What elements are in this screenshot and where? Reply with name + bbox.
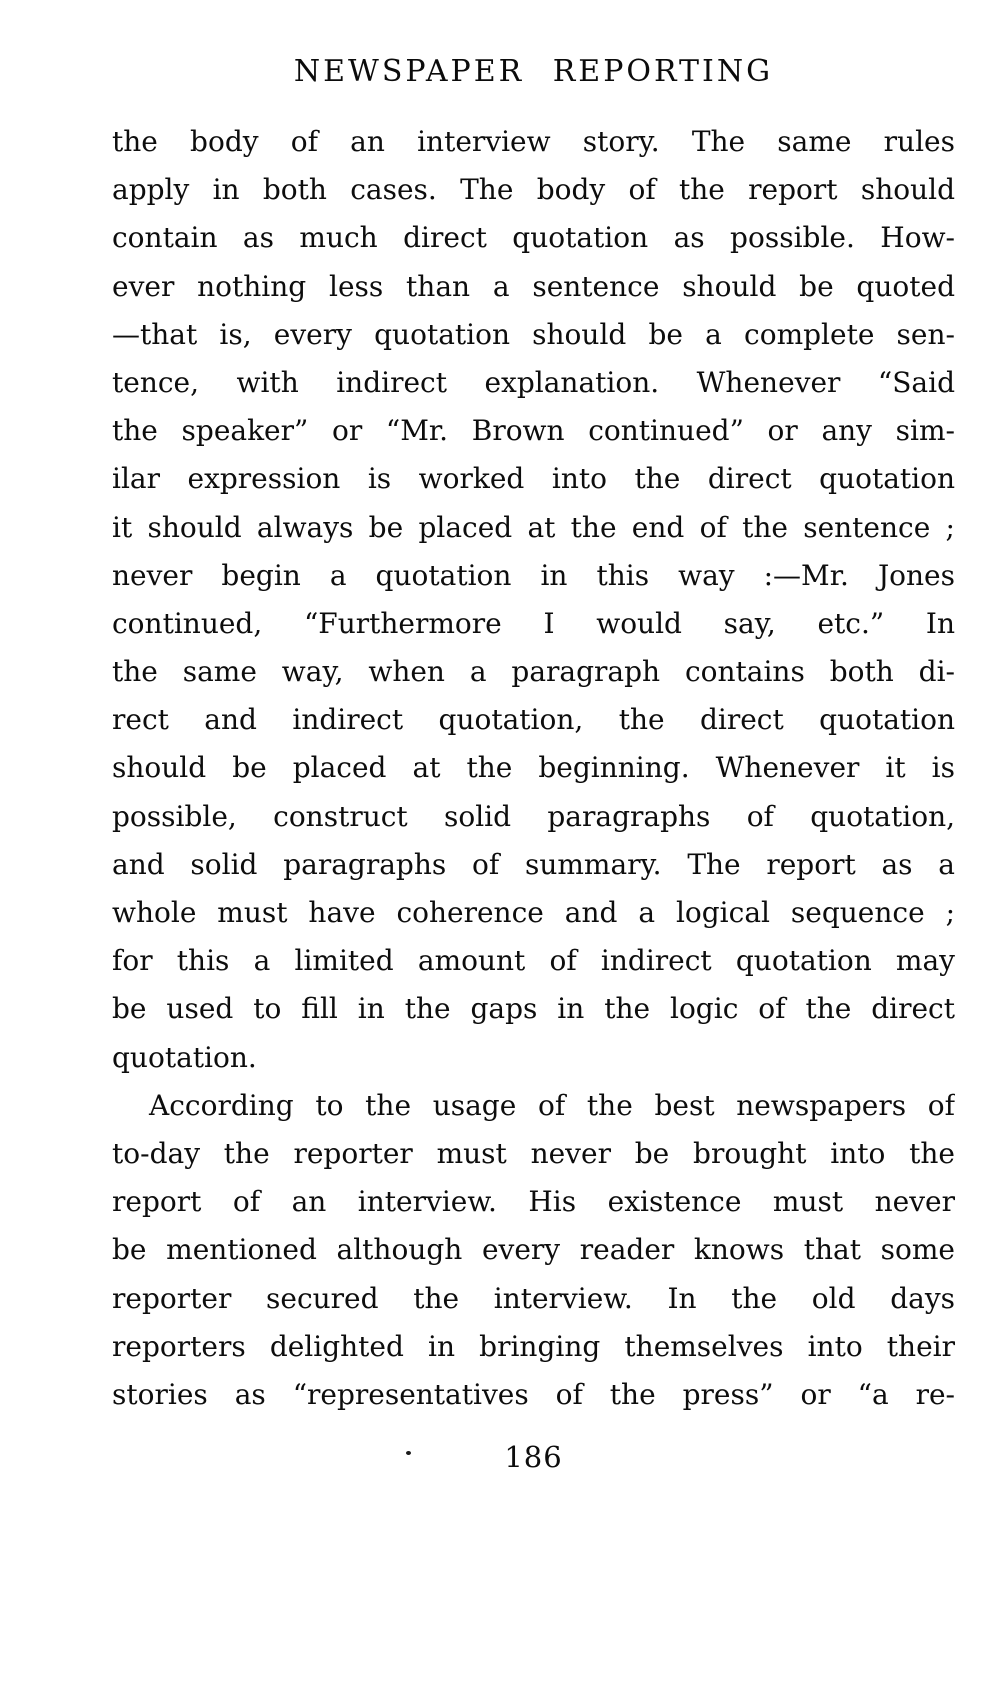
running-head: NEWSPAPER REPORTING <box>293 54 774 89</box>
text-line: the speaker” or “Mr. Brown continued” or any sim- <box>112 414 955 448</box>
text-line: reporter secured the interview. In the old days <box>112 1281 955 1315</box>
text-line-paragraph-end: quotation. <box>112 1040 257 1074</box>
text-line: should be placed at the beginning. Whenever it is <box>112 751 955 785</box>
text-line: ever nothing less than a sentence should be quoted <box>112 269 955 303</box>
text-line: whole must have coherence and a logical sequence ; <box>112 896 955 929</box>
text-line: be used to fill in the gaps in the logic of the direct <box>112 992 955 1026</box>
text-line: —that is, every quotation should be a complete sen- <box>112 317 955 351</box>
text-line: be mentioned although every reader knows that some <box>112 1233 955 1267</box>
text-line: apply in both cases. The body of the report should <box>112 173 955 207</box>
text-line: continued, “Furthermore I would say, etc.” In <box>112 606 955 640</box>
text-line: never begin a quotation in this way :—Mr. Jones <box>112 558 955 592</box>
text-line: for this a limited amount of indirect quotation may <box>112 944 955 978</box>
text-line: the body of an interview story. The same rules <box>112 125 955 158</box>
text-line: rect and indirect quotation, the direct quotation <box>112 703 955 737</box>
text-line: possible, construct solid paragraphs of quotation, <box>112 799 955 833</box>
page-number: 186 <box>504 1440 563 1474</box>
text-line-paragraph-start: According to the usage of the best newspapers of <box>149 1088 955 1122</box>
text-line: the same way, when a paragraph contains both di- <box>112 655 955 689</box>
text-line: reporters delighted in bringing themselves into their <box>112 1329 955 1363</box>
text-line: stories as “representatives of the press” or “a re- <box>112 1377 955 1411</box>
text-line: tence, with indirect explanation. Whenever “Said <box>112 365 955 399</box>
body-text <box>112 118 955 1419</box>
text-line: contain as much direct quotation as possible. How- <box>112 221 955 255</box>
text-line: it should always be placed at the end of the sentence ; <box>112 510 955 544</box>
text-line: ilar expression is worked into the direct quotation <box>112 462 955 496</box>
text-line: to-day the reporter must never be brought into the <box>112 1136 955 1170</box>
text-line: and solid paragraphs of summary. The report as a <box>112 847 955 881</box>
text-line: report of an interview. His existence must never <box>112 1185 955 1219</box>
